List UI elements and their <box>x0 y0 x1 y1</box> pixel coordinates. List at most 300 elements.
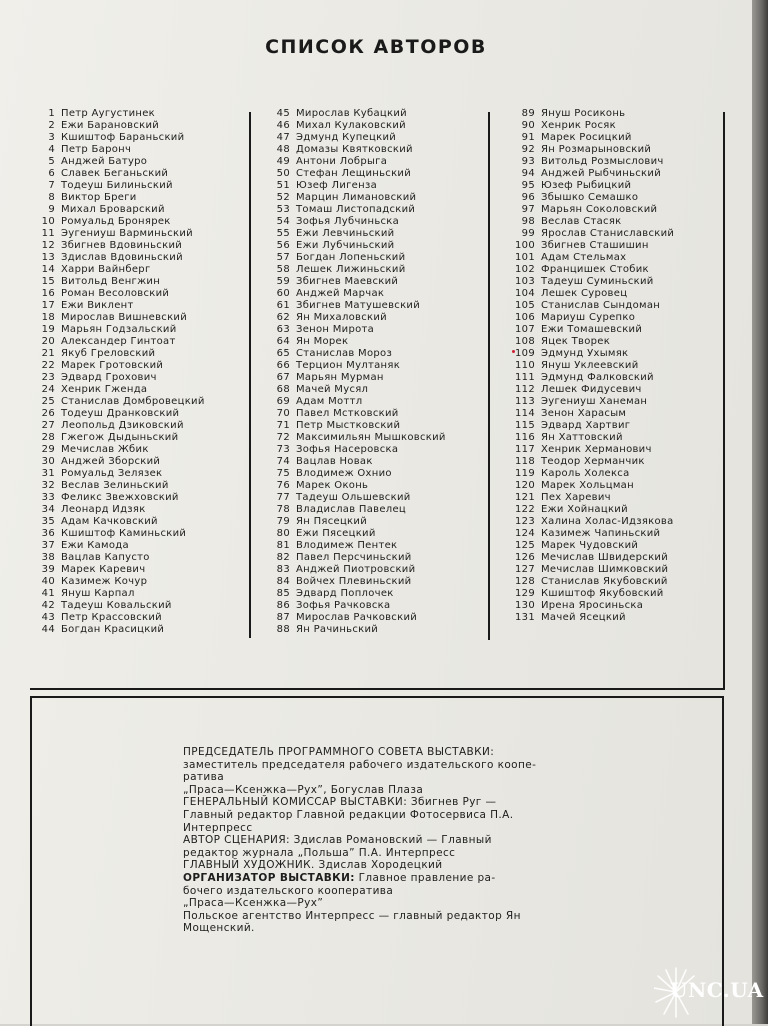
author-name: Якуб Греловский <box>61 348 156 359</box>
author-row <box>30 264 250 276</box>
author-number: 17 <box>41 300 55 311</box>
author-name: Мачей Мусял <box>296 384 369 395</box>
author-name: Ежи Томашевский <box>541 324 643 335</box>
author-name: Ежи Виклент <box>61 300 134 311</box>
author-number: 103 <box>515 276 535 287</box>
author-number: 114 <box>515 408 535 419</box>
author-name: Здислав Вдовиньский <box>61 252 183 263</box>
author-row <box>265 156 475 168</box>
author-number: 58 <box>276 264 290 275</box>
author-name: Тадеуш Ольшевский <box>296 492 411 503</box>
author-name: Зенон Харасым <box>541 408 627 419</box>
author-name: Адам Качковский <box>61 516 158 527</box>
author-row <box>30 168 250 180</box>
authors-column-1 <box>30 108 250 636</box>
author-number: 40 <box>41 576 55 587</box>
author-name: Мирослав Кубацкий <box>296 108 407 119</box>
author-name: Эдмунд Фалковский <box>541 372 654 383</box>
author-row <box>30 108 250 120</box>
author-row <box>265 408 475 420</box>
author-row <box>510 240 740 252</box>
author-name: Хенрик Росяк <box>541 120 616 131</box>
author-name: Зофья Рачковска <box>296 600 391 611</box>
author-number: 18 <box>41 312 55 323</box>
credit-line: Главный редактор Главной редакции Фотосервиса П.А. <box>183 808 514 821</box>
author-name: Влодимеж Пентек <box>296 540 398 551</box>
author-name: Анджей Марчак <box>296 288 385 299</box>
author-number: 2 <box>48 120 55 131</box>
author-name: Эугениуш Ханеман <box>541 396 648 407</box>
author-number: 71 <box>276 420 290 431</box>
author-number: 121 <box>515 492 535 503</box>
author-row <box>265 228 475 240</box>
author-row <box>265 312 475 324</box>
author-row <box>265 168 475 180</box>
author-row <box>30 444 250 456</box>
author-row <box>265 444 475 456</box>
author-number: 88 <box>276 624 290 635</box>
author-row <box>510 576 740 588</box>
author-name: Януш Уклеевский <box>541 360 639 371</box>
author-number: 96 <box>521 192 535 203</box>
author-number: 77 <box>276 492 290 503</box>
credit-line: „Праса—Ксенжка—Рух”, Богуслав Плаза <box>183 783 424 796</box>
author-row <box>265 348 475 360</box>
author-name: Эдвард Хартвиг <box>541 420 631 431</box>
author-name: Теодор Херманчик <box>541 456 645 467</box>
author-name: Ян Пясецкий <box>296 516 367 527</box>
author-name: Марьян Мурман <box>296 372 384 383</box>
credit-line: Мощенский. <box>183 922 255 935</box>
author-number: 115 <box>515 420 535 431</box>
author-name: Леонард Идзяк <box>61 504 146 515</box>
credit-line: ГЕНЕРАЛЬНЫЙ КОМИССАР ВЫСТАВКИ: Збигнев Руг — <box>183 796 497 809</box>
author-number: 11 <box>41 228 55 239</box>
credits-text <box>183 746 613 935</box>
author-number: 80 <box>276 528 290 539</box>
author-row <box>510 348 740 360</box>
author-number: 43 <box>41 612 55 623</box>
credit-line: ратива <box>183 771 225 784</box>
author-number: 79 <box>276 516 290 527</box>
credit-line: Интерпресс <box>183 821 253 834</box>
author-row <box>265 624 475 636</box>
author-number: 63 <box>276 324 290 335</box>
author-row <box>510 408 740 420</box>
author-name: Ян Морек <box>296 336 349 347</box>
author-row <box>510 372 740 384</box>
author-row <box>30 132 250 144</box>
author-row <box>30 336 250 348</box>
author-row <box>510 144 740 156</box>
author-row <box>510 228 740 240</box>
author-number: 85 <box>276 588 290 599</box>
author-name: Адам Стельмах <box>541 252 627 263</box>
author-row <box>510 444 740 456</box>
author-name: Тодеуш Дранковский <box>61 408 180 419</box>
author-number: 14 <box>41 264 55 275</box>
author-number: 39 <box>41 564 55 575</box>
author-number: 126 <box>515 552 535 563</box>
author-name: Анджей Рыбчиньский <box>541 168 661 179</box>
author-name: Ромуальд Зелязек <box>61 468 163 479</box>
author-number: 60 <box>276 288 290 299</box>
author-row <box>30 180 250 192</box>
author-name: Мариуш Сурепко <box>541 312 636 323</box>
author-row <box>30 408 250 420</box>
author-name: Марцин Лимановский <box>296 192 417 203</box>
author-number: 108 <box>515 336 535 347</box>
organizer-text: Главное правление ра- <box>354 871 496 884</box>
author-name: Ежи Барановский <box>61 120 160 131</box>
author-row <box>30 204 250 216</box>
author-name: Зенон Мирота <box>296 324 375 335</box>
author-number: 30 <box>41 456 55 467</box>
author-row <box>30 396 250 408</box>
author-row <box>265 360 475 372</box>
author-name: Халина Холас-Идзякова <box>541 516 674 527</box>
author-number: 47 <box>276 132 290 143</box>
author-number: 50 <box>276 168 290 179</box>
author-name: Марек Росицкий <box>541 132 632 143</box>
credit-line <box>183 872 613 885</box>
author-row <box>265 588 475 600</box>
author-row <box>510 204 740 216</box>
author-number: 56 <box>276 240 290 251</box>
author-number: 20 <box>41 336 55 347</box>
author-number: 64 <box>276 336 290 347</box>
author-number: 87 <box>276 612 290 623</box>
author-number: 23 <box>41 372 55 383</box>
author-row <box>265 504 475 516</box>
author-number: 12 <box>41 240 55 251</box>
author-name: Марек Хольцман <box>541 480 634 491</box>
author-number: 66 <box>276 360 290 371</box>
author-row <box>30 456 250 468</box>
author-name: Веслав Стасяк <box>541 216 622 227</box>
author-name: Кшиштоф Якубовский <box>541 588 664 599</box>
author-name: Петр Мыстковский <box>296 420 401 431</box>
author-name: Мечислав Шимковский <box>541 564 669 575</box>
author-number: 89 <box>521 108 535 119</box>
author-number: 19 <box>41 324 55 335</box>
author-number: 95 <box>521 180 535 191</box>
author-number: 57 <box>276 252 290 263</box>
author-number: 10 <box>41 216 55 227</box>
author-name: Казимеж Чапиньский <box>541 528 661 539</box>
author-name: Ян Михаловский <box>296 312 387 323</box>
author-number: 15 <box>41 276 55 287</box>
author-number: 72 <box>276 432 290 443</box>
author-row <box>265 132 475 144</box>
author-number: 94 <box>521 168 535 179</box>
author-name: Витольд Венгжин <box>61 276 161 287</box>
author-row <box>30 552 250 564</box>
author-number: 35 <box>41 516 55 527</box>
author-name: Харри Вайнберг <box>61 264 151 275</box>
author-row <box>510 492 740 504</box>
authors-column-3 <box>510 108 740 624</box>
author-row <box>510 432 740 444</box>
author-number: 84 <box>276 576 290 587</box>
author-row <box>30 276 250 288</box>
author-row <box>265 540 475 552</box>
author-number: 13 <box>41 252 55 263</box>
author-row <box>265 468 475 480</box>
author-name: Анджей Пиотровский <box>296 564 416 575</box>
author-number: 4 <box>48 144 55 155</box>
author-number: 22 <box>41 360 55 371</box>
author-row <box>510 192 740 204</box>
author-number: 25 <box>41 396 55 407</box>
author-number: 27 <box>41 420 55 431</box>
author-number: 16 <box>41 288 55 299</box>
author-name: Марьян Годзальский <box>61 324 177 335</box>
author-number: 48 <box>276 144 290 155</box>
author-row <box>30 240 250 252</box>
author-row <box>265 600 475 612</box>
author-number: 82 <box>276 552 290 563</box>
author-row <box>510 456 740 468</box>
author-row <box>30 564 250 576</box>
author-name: Марек Каревич <box>61 564 146 575</box>
author-row <box>510 468 740 480</box>
author-row <box>30 348 250 360</box>
author-row <box>265 276 475 288</box>
credit-line: бочего издательского кооператива <box>183 884 394 897</box>
author-row <box>30 312 250 324</box>
credit-line: ПРЕДСЕДАТЕЛЬ ПРОГРАММНОГО СОВЕТА ВЫСТАВКИ: <box>183 746 495 758</box>
credit-line: ГЛАВНЫЙ ХУДОЖНИК. Здислав Хородецкий <box>183 859 443 872</box>
author-number: 8 <box>48 192 55 203</box>
credit-line: заместитель председателя рабочего издательского коопе- <box>183 758 537 771</box>
author-number: 42 <box>41 600 55 611</box>
author-row <box>510 588 740 600</box>
author-row <box>30 468 250 480</box>
author-number: 61 <box>276 300 290 311</box>
section-divider <box>30 688 725 690</box>
author-number: 75 <box>276 468 290 479</box>
author-row <box>265 612 475 624</box>
author-number: 28 <box>41 432 55 443</box>
author-row <box>510 612 740 624</box>
author-number: 110 <box>515 360 535 371</box>
author-name: Антони Лобрыга <box>296 156 388 167</box>
author-number: 86 <box>276 600 290 611</box>
author-name: Тадеуш Ковальский <box>61 600 172 611</box>
author-number: 127 <box>515 564 535 575</box>
author-name: Терцион Мултаняк <box>296 360 401 371</box>
author-number: 90 <box>521 120 535 131</box>
author-number: 51 <box>276 180 290 191</box>
author-number: 101 <box>515 252 535 263</box>
author-number: 73 <box>276 444 290 455</box>
author-row <box>265 420 475 432</box>
author-row <box>265 564 475 576</box>
author-number: 65 <box>276 348 290 359</box>
page-title: СПИСОК АВТОРОВ <box>265 36 487 58</box>
author-number: 67 <box>276 372 290 383</box>
author-name: Тадеуш Суминьский <box>541 276 654 287</box>
author-row <box>30 288 250 300</box>
book-spine-edge <box>752 0 768 1024</box>
author-number: 55 <box>276 228 290 239</box>
author-number: 31 <box>41 468 55 479</box>
author-number: 44 <box>41 624 55 635</box>
author-number: 1 <box>48 108 55 119</box>
author-name: Ежи Хойнацкий <box>541 504 628 515</box>
author-row <box>265 516 475 528</box>
author-row <box>30 540 250 552</box>
author-row <box>30 192 250 204</box>
author-name: Хенрик Гженда <box>61 384 148 395</box>
author-name: Павел Мстковский <box>296 408 399 419</box>
author-name: Мирослав Вишневский <box>61 312 188 323</box>
author-row <box>30 432 250 444</box>
author-row <box>265 384 475 396</box>
author-row <box>265 252 475 264</box>
author-row <box>30 600 250 612</box>
author-row <box>510 360 740 372</box>
author-name: Богдан Красицкий <box>61 624 165 635</box>
author-row <box>30 156 250 168</box>
author-name: Анджей Батуро <box>61 156 148 167</box>
author-row <box>510 264 740 276</box>
author-number: 104 <box>515 288 535 299</box>
author-number: 33 <box>41 492 55 503</box>
author-row <box>510 420 740 432</box>
author-number: 53 <box>276 204 290 215</box>
author-row <box>265 216 475 228</box>
author-row <box>265 432 475 444</box>
author-name: Эдмунд Купецкий <box>296 132 397 143</box>
author-name: Лешек Лижиньский <box>296 264 406 275</box>
author-row <box>30 528 250 540</box>
author-row <box>510 312 740 324</box>
author-number: 124 <box>515 528 535 539</box>
author-number: 109 <box>515 348 535 359</box>
author-name: Адам Моттл <box>296 396 363 407</box>
author-row <box>510 504 740 516</box>
author-row <box>30 588 250 600</box>
author-name: Мечислав Жбик <box>61 444 149 455</box>
author-row <box>30 360 250 372</box>
author-number: 106 <box>515 312 535 323</box>
author-name: Александер Гинтоат <box>61 336 176 347</box>
author-name: Стефан Лещиньский <box>296 168 412 179</box>
author-name: Петр Баронч <box>61 144 132 155</box>
author-number: 120 <box>515 480 535 491</box>
author-row <box>510 288 740 300</box>
author-name: Станислав Домбровецкий <box>61 396 205 407</box>
author-name: Ирена Яросиньска <box>541 600 644 611</box>
author-row <box>265 300 475 312</box>
author-number: 123 <box>515 516 535 527</box>
author-row <box>30 228 250 240</box>
author-number: 6 <box>48 168 55 179</box>
author-row <box>30 492 250 504</box>
author-row <box>30 252 250 264</box>
author-number: 91 <box>521 132 535 143</box>
author-number: 46 <box>276 120 290 131</box>
author-number: 131 <box>515 612 535 623</box>
author-number: 100 <box>515 240 535 251</box>
author-name: Эдвард Грохович <box>61 372 157 383</box>
author-number: 45 <box>276 108 290 119</box>
author-name: Тодеуш Билиньский <box>61 180 173 191</box>
author-name: Витольд Розмыслович <box>541 156 664 167</box>
right-border-line <box>723 112 725 688</box>
author-name: Домазы Квятковский <box>296 144 413 155</box>
author-row <box>30 120 250 132</box>
author-number: 34 <box>41 504 55 515</box>
author-number: 116 <box>515 432 535 443</box>
author-number: 112 <box>515 384 535 395</box>
author-name: Марьян Соколовский <box>541 204 658 215</box>
author-name: Кароль Холекса <box>541 468 630 479</box>
author-name: Роман Весоловский <box>61 288 170 299</box>
author-row <box>30 324 250 336</box>
author-name: Марек Оконь <box>296 480 369 491</box>
author-number: 69 <box>276 396 290 407</box>
author-name: Зофья Насеровска <box>296 444 399 455</box>
author-name: Ежи Левчиньский <box>296 228 395 239</box>
author-name: Януш Росиконь <box>541 108 626 119</box>
author-number: 54 <box>276 216 290 227</box>
author-number: 24 <box>41 384 55 395</box>
author-name: Эдмунд Ухымяк <box>541 348 629 359</box>
author-row <box>510 396 740 408</box>
author-row <box>510 480 740 492</box>
author-number: 113 <box>515 396 535 407</box>
author-row <box>265 204 475 216</box>
watermark-text: UNC.UA <box>670 978 764 1002</box>
author-name: Феликс Звежховский <box>61 492 179 503</box>
author-row <box>510 300 740 312</box>
author-number: 130 <box>515 600 535 611</box>
author-row <box>265 492 475 504</box>
author-row <box>510 516 740 528</box>
author-number: 117 <box>515 444 535 455</box>
author-row <box>265 324 475 336</box>
author-number: 37 <box>41 540 55 551</box>
author-name: Ярослав Станиславский <box>541 228 675 239</box>
author-name: Петр Крассовский <box>61 612 162 623</box>
author-row <box>265 180 475 192</box>
author-number: 41 <box>41 588 55 599</box>
author-name: Гжегож Дыдыньский <box>61 432 179 443</box>
author-row <box>510 276 740 288</box>
author-number: 26 <box>41 408 55 419</box>
author-row <box>265 264 475 276</box>
author-number: 81 <box>276 540 290 551</box>
author-row <box>30 612 250 624</box>
author-name: Владислав Павелец <box>296 504 407 515</box>
author-number: 83 <box>276 564 290 575</box>
author-name: Лешек Фидусевич <box>541 384 642 395</box>
author-row <box>30 420 250 432</box>
author-name: Мечислав Швидерский <box>541 552 669 563</box>
author-name: Анджей Зборский <box>61 456 161 467</box>
author-row <box>265 336 475 348</box>
author-row <box>30 504 250 516</box>
author-name: Ромуальд Бронярек <box>61 216 171 227</box>
author-row <box>510 324 740 336</box>
author-row <box>510 552 740 564</box>
author-row <box>30 300 250 312</box>
author-name: Марек Чудовский <box>541 540 639 551</box>
author-row <box>30 144 250 156</box>
